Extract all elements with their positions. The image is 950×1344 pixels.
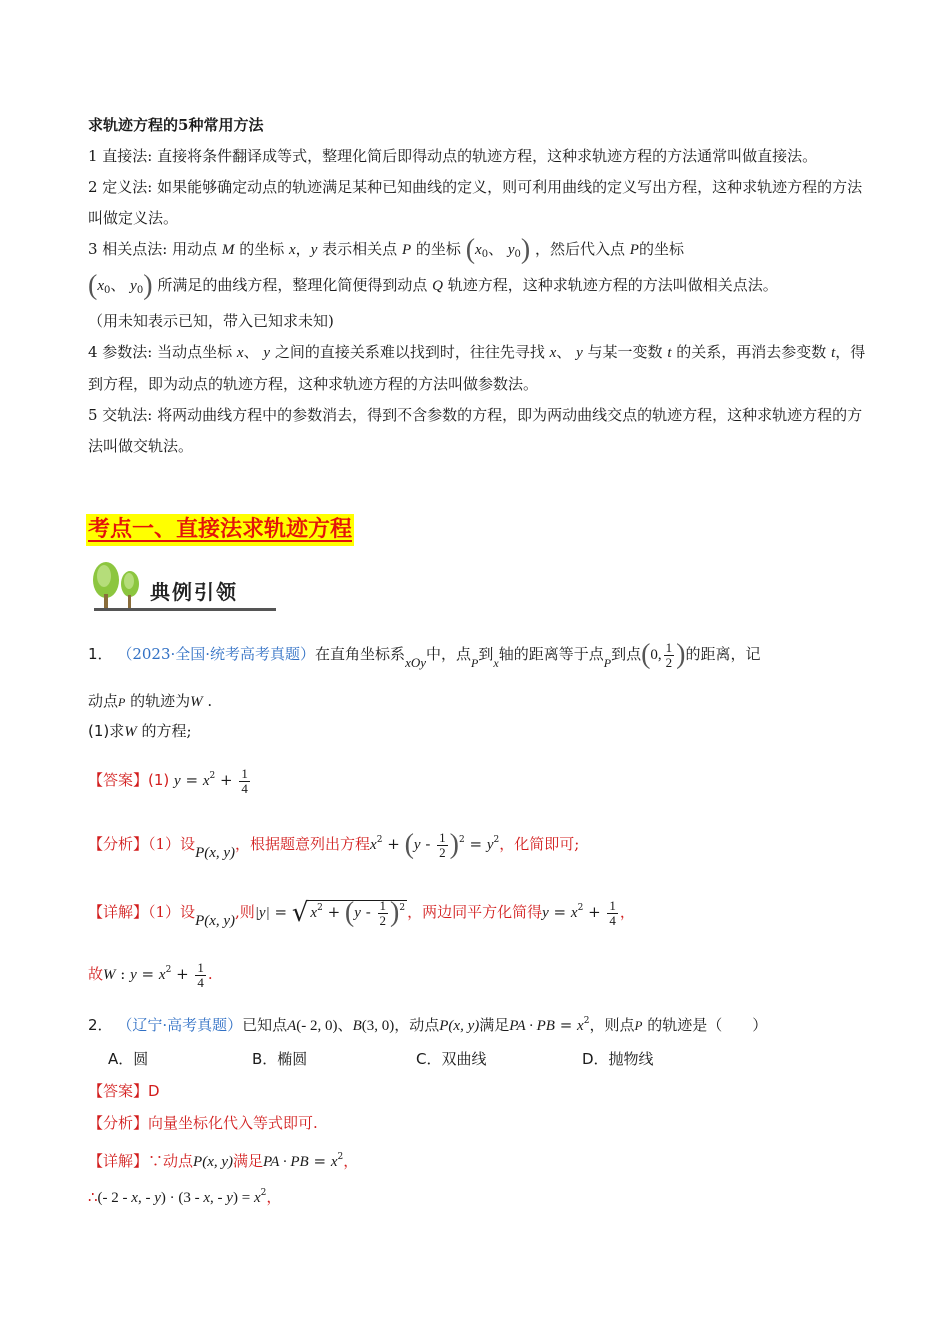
option-c[interactable]: C．双曲线	[416, 1050, 487, 1068]
q2-detail: 【详解】∵动点P(x, y)满足PA · PB = $x^2$，	[88, 1152, 359, 1170]
question-2: 2． （辽宁·高考真题）已知点A(- 2, 0)、B(3, 0)，动点P(x, y)满足PA · PB = $x^2$，则点P 的轨迹是（ ）	[88, 1016, 768, 1034]
q1-detail: 【详解】（1）设P(x, y),则|y| = √ $x^2 + (y$ - $\frac{1}{2}$ )$^2$ ，两边同平方化简得$y = x^2$ + $\frac{1}{4}$ ，	[88, 897, 635, 929]
option-d[interactable]: D．抛物线	[582, 1050, 654, 1068]
option-a[interactable]: A．圆	[108, 1050, 149, 1068]
example-banner	[88, 560, 278, 614]
question-1	[88, 634, 868, 683]
method-3-note: （用未知表示已知，带入已知求未知)	[88, 312, 334, 330]
section-heading: 考点一、直接法求轨迹方程	[86, 514, 354, 546]
q2-source: （辽宁·高考真题）	[117, 1016, 243, 1034]
method-3: 3 相关点法: 用动点 M 的坐标 x，y 表示相关点 P 的坐标 ($x_0$、 $y_0$) ，然后代入点 P的坐标 ($x_0$、 $y_0$) 所满足的曲线方程，整理化简便得到动点 Q 轨迹方程，这种求轨迹方程的方法叫做相关点法。	[88, 234, 778, 301]
q1-conclusion: 故W : $y = x^2$ + $\frac{1}{4}$ .	[88, 959, 213, 990]
q1-line1: 1． （2023·全国·统考高考真题）在直角坐标系xOy中，点$_P$到$_x$轴的距离等于点$_P$到点(0, $\frac{1}{2}$ )的距离，记	[88, 639, 761, 670]
banner-label: 典例引领	[150, 580, 238, 604]
tree-icon	[88, 560, 148, 614]
q1-analysis: 【分析】（1）设P(x, y)，根据题意列出方程$x^2 + (y$ - $\frac{1}{2}$ )$^2 = y^2$，化简即可;	[88, 829, 580, 861]
q1-part1: (1)求W 的方程;	[88, 722, 192, 740]
method-5: 5 交轨法: 将两动曲线方程中的参数消去，得到不含参数的方程，即为两动曲线交点的轨迹方程，这种求轨迹方程的方法叫做交轨法。	[88, 406, 863, 455]
method-1: 1 直接法: 直接将条件翻译成等式，整理化简后即得动点的轨迹方程，这种求轨迹方程的方法通常叫做直接法。	[88, 147, 818, 165]
option-b[interactable]: B．椭圆	[252, 1050, 308, 1068]
method-4: 4 参数法: 当动点坐标 x、 y 之间的直接关系难以找到时，往往先寻找 x、 y 与某一变数 t 的关系，再消去参变数 t，得到方程，即为动点的轨迹方程，这种求轨迹方程的方法叫做参数法。	[88, 343, 866, 393]
q2-analysis: 【分析】向量坐标化代入等式即可.	[88, 1114, 318, 1132]
methods-intro	[88, 110, 868, 462]
method-2: 2 定义法: 如果能够确定动点的轨迹满足某种已知曲线的定义，则可利用曲线的定义写出方程，这种求轨迹方程的方法叫做定义法。	[88, 178, 863, 227]
banner-underline	[128, 608, 276, 611]
q1-line2: 动点P 的轨迹为W .	[88, 692, 213, 710]
q2-answer: 【答案】D	[88, 1082, 160, 1100]
q1-source: （2023·全国·统考高考真题）	[117, 645, 316, 663]
methods-title: 求轨迹方程的5种常用方法	[88, 116, 264, 134]
q2-step: ∴(- 2 - x, - y) · (3 - x, - $y) = x^2$，	[88, 1188, 282, 1206]
q1-answer: 【答案】(1) $y = x^2$ + $\frac{1}{4}$	[88, 765, 248, 796]
